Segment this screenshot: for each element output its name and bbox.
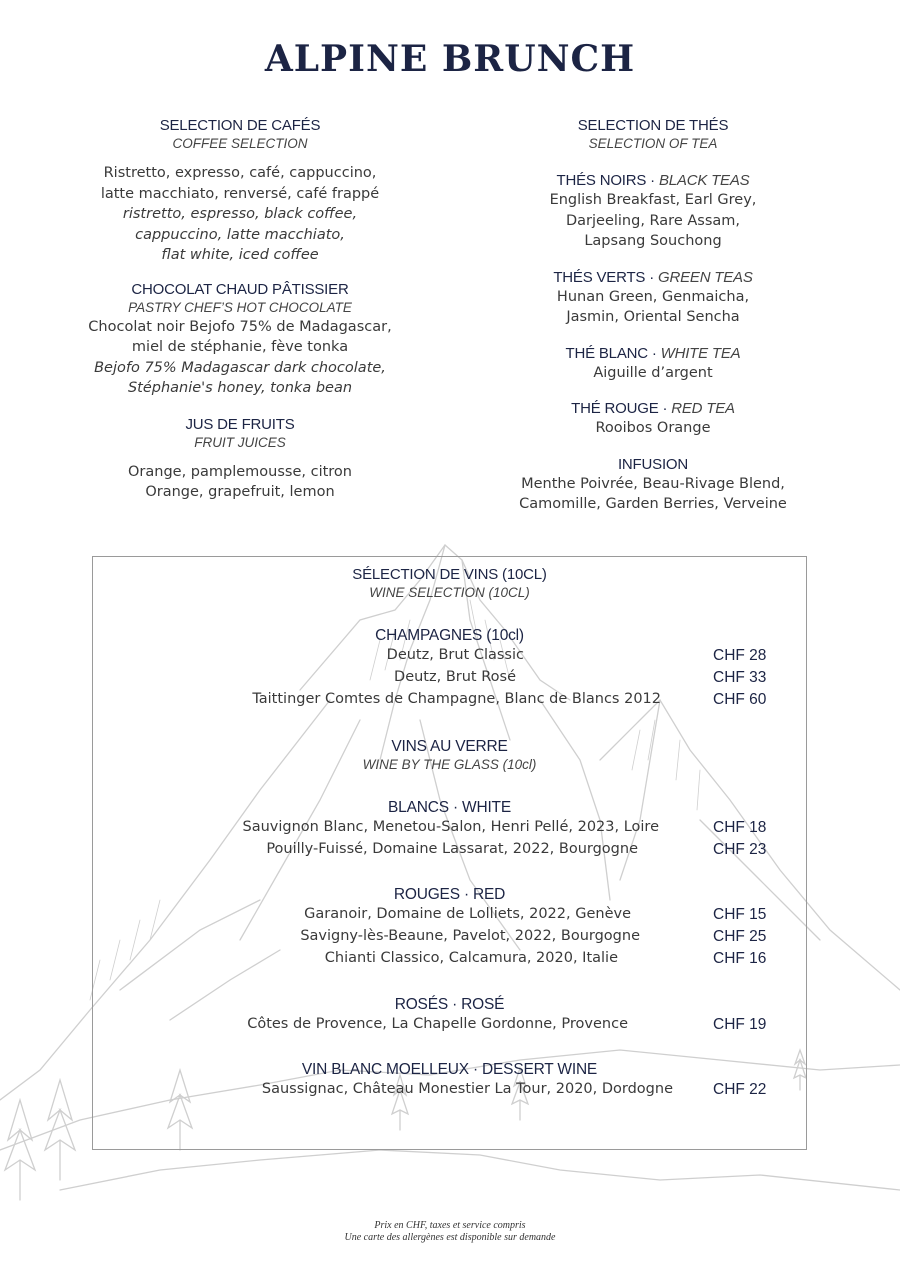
wine-row [93, 691, 806, 713]
page-title: ALPINE BRUNCH [264, 38, 636, 80]
wine-name: Pouilly-Fuissé, Domaine Lassarat, 2022, Bourgogne [266, 841, 638, 857]
tea-line: Hunan Green, Genmaicha, [556, 288, 750, 305]
tea-group-red [473, 399, 833, 439]
tea-group-white [473, 344, 833, 384]
whites-heading: BLANCS · WHITE [388, 799, 511, 816]
coffee-subheading: COFFEE SELECTION [172, 136, 308, 151]
wine-name: Côtes de Provence, La Chapelle Gordonne, Provence [247, 1016, 628, 1032]
tea-group-label-en: RED TEA [671, 400, 735, 417]
tea-group-label: THÉS VERTS · [553, 268, 658, 286]
tea-group-label: THÉ ROUGE · [571, 400, 672, 417]
tea-line: Rooibos Orange [595, 420, 711, 436]
tea-group-label: INFUSION [617, 455, 689, 473]
juices-section [60, 415, 420, 503]
wine-name: Savigny-lès-Beaune, Pavelot, 2022, Bourgogne [300, 928, 640, 944]
wine-price: CHF 18 [713, 819, 767, 836]
tea-group-label: THÉS NOIRS · [556, 172, 659, 189]
wine-row [93, 928, 806, 950]
tea-group-green [473, 268, 833, 328]
tea-subheading: SELECTION OF TEA [588, 136, 718, 151]
chocolate-line: miel de stéphanie, fève tonka [131, 339, 349, 355]
wine-row [93, 906, 806, 928]
footer-note [0, 1220, 900, 1244]
wine-row [93, 1016, 806, 1038]
wine-price: CHF 33 [713, 669, 767, 686]
tea-group-label: THÉ BLANC · [565, 344, 661, 362]
wine-price: CHF 16 [713, 950, 767, 967]
chocolate-line-en: Bejofo 75% Madagascar dark chocolate, [94, 359, 386, 376]
wine-name: Deutz, Brut Rosé [394, 669, 516, 685]
coffee-section [60, 116, 420, 266]
tea-group-black [473, 171, 833, 252]
chocolate-subheading: PASTRY CHEF’S HOT CHOCOLATE [128, 299, 352, 315]
coffee-line-en: flat white, iced coffee [161, 247, 319, 263]
by-glass-subheading: WINE BY THE GLASS (10cl) [362, 757, 537, 772]
wine-row [93, 669, 806, 691]
by-glass-heading: VINS AU VERRE [391, 738, 508, 755]
wine-price: CHF 23 [713, 841, 767, 858]
wine-price: CHF 22 [713, 1081, 767, 1098]
right-column [473, 116, 833, 527]
left-column [60, 116, 420, 515]
tea-heading: SELECTION DE THÉS [577, 117, 729, 134]
dessert-heading: VIN BLANC MOELLEUX · DESSERT WINE [301, 1061, 598, 1078]
wine-price: CHF 28 [713, 647, 767, 664]
chocolate-line-en: Stéphanie's honey, tonka bean [127, 380, 353, 396]
wine-price: CHF 19 [713, 1016, 767, 1033]
wine-price: CHF 15 [713, 906, 767, 923]
wine-row [93, 841, 806, 863]
wine-heading: SÉLECTION DE VINS (10CL) [352, 566, 547, 583]
tea-line: Lapsang Souchong [584, 233, 722, 249]
chocolate-section [60, 280, 420, 399]
wine-row [93, 1081, 806, 1103]
chocolate-heading: CHOCOLAT CHAUD PÂTISSIER [131, 280, 349, 298]
tea-group-label-en: WHITE TEA [660, 344, 741, 362]
tea-line: English Breakfast, Earl Grey, [549, 192, 757, 208]
reds-heading: ROUGES · RED [393, 886, 506, 903]
tea-line: Darjeeling, Rare Assam, [565, 212, 740, 229]
juices-line: Orange, pamplemousse, citron [128, 463, 352, 480]
coffee-line-en: cappuccino, latte macchiato, [135, 226, 345, 243]
tea-group-label-en: BLACK TEAS [658, 172, 750, 189]
tea-group-label-en: GREEN TEAS [657, 268, 753, 286]
footer-price-note: Prix en CHF, taxes et service compris [374, 1220, 526, 1231]
wine-price: CHF 25 [713, 928, 767, 945]
wine-name: Sauvignon Blanc, Menetou-Salon, Henri Pellé, 2023, Loire [242, 819, 659, 835]
coffee-line-en: ristretto, espresso, black coffee, [122, 206, 358, 222]
chocolate-line: Chocolat noir Bejofo 75% de Madagascar, [88, 318, 392, 335]
coffee-heading: SELECTION DE CAFÉS [159, 117, 321, 134]
coffee-line: latte macchiato, renversé, café frappé [100, 185, 380, 202]
wine-name: Taittinger Comtes de Champagne, Blanc de Blancs 2012 [252, 691, 661, 707]
wine-name: Saussignac, Château Monestier La Tour, 2020, Dordogne [261, 1081, 673, 1097]
wine-selection-box [92, 556, 807, 1150]
roses-heading: ROSÉS · ROSÉ [394, 996, 505, 1013]
tea-line: Aiguille d’argent [593, 364, 713, 381]
wine-name: Garanoir, Domaine de Lolliets, 2022, Genève [304, 906, 631, 922]
juices-subheading: FRUIT JUICES [194, 434, 286, 450]
wine-price: CHF 60 [713, 691, 767, 708]
footer-allergen-note: Une carte des allergènes est disponible sur demande [344, 1232, 556, 1243]
wine-name: Deutz, Brut Classic [386, 647, 524, 663]
tea-line: Menthe Poivrée, Beau-Rivage Blend, [521, 475, 785, 492]
wine-row [93, 647, 806, 669]
juices-heading: JUS DE FRUITS [185, 415, 295, 433]
juices-line-en: Orange, grapefruit, lemon [145, 484, 335, 500]
tea-group-infusion [473, 455, 833, 515]
tea-line: Camomille, Garden Berries, Verveine [519, 496, 787, 512]
wine-row [93, 950, 806, 972]
tea-line: Jasmin, Oriental Sencha [566, 309, 740, 325]
wine-name: Chianti Classico, Calcamura, 2020, Italie [324, 950, 618, 966]
wine-row [93, 819, 806, 841]
champagnes-heading: CHAMPAGNES (10cl) [375, 627, 524, 644]
coffee-line: Ristretto, expresso, café, cappuccino, [103, 165, 377, 181]
wine-subheading: WINE SELECTION (10CL) [369, 585, 530, 600]
